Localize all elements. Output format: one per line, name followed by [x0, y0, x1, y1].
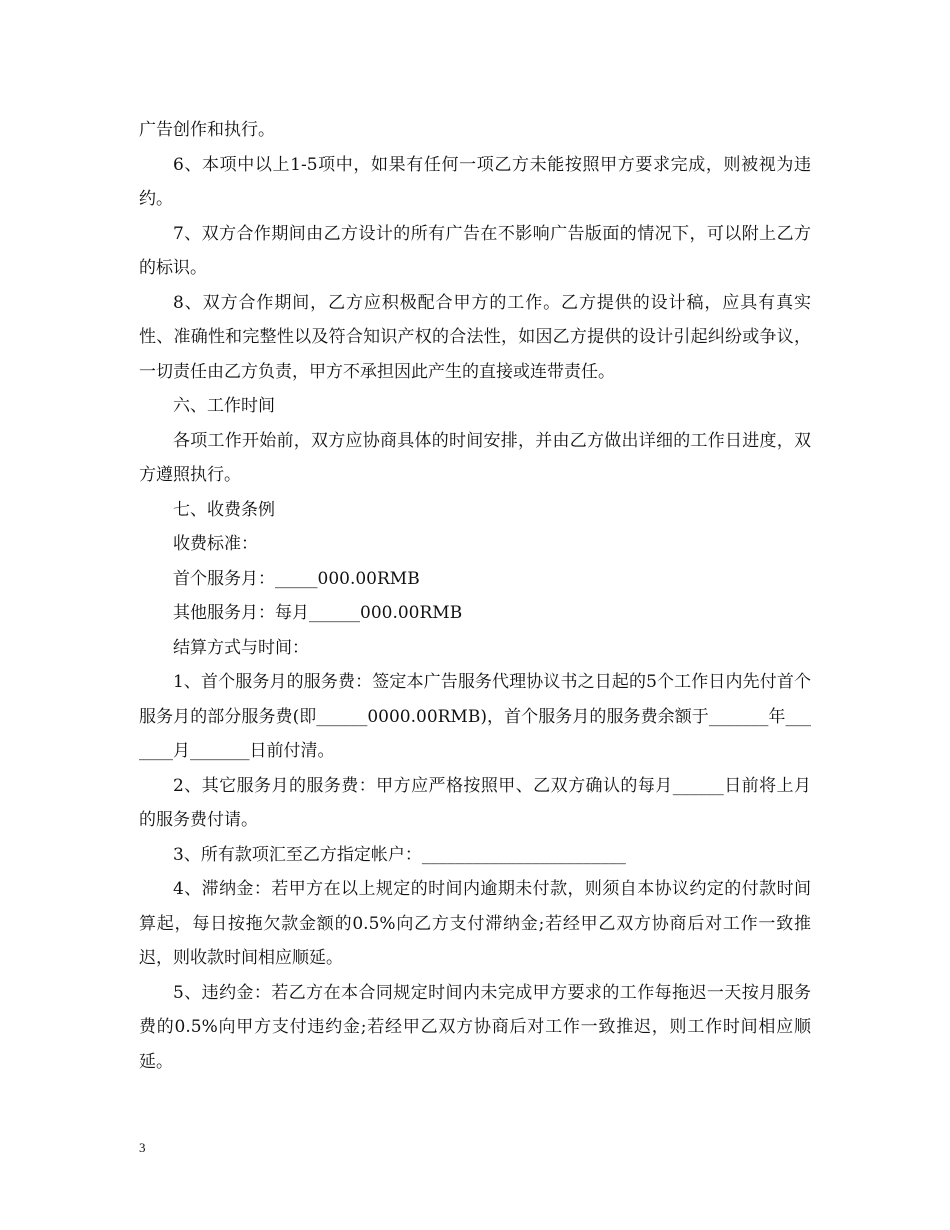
paragraph: 首个服务月：_____000.00RMB	[173, 568, 420, 589]
paragraph: 结算方式与时间：	[173, 637, 309, 658]
paragraph: 8、双方合作期间，乙方应积极配合甲方的工作。乙方提供的设计稿，应具有真实性、准确性和完整性以及符合知识产权的合法性，如因乙方提供的设计引起纠纷或争议，一切责任由乙方负责，甲方不承担因此产生的直接或连带责任。	[139, 292, 811, 382]
paragraph: 6、本项中以上1-5项中，如果有任何一项乙方未能按照甲方要求完成，则被视为违约。	[139, 154, 811, 209]
page-number: 3	[139, 1140, 146, 1155]
paragraph: 1、首个服务月的服务费：签定本广告服务代理协议书之日起的5个工作日内先付首个服务月的部分服务费(即______0000.00RMB)，首个服务月的服务费余额于_______年_______月_______日前付清。	[139, 672, 811, 761]
paragraph: 广告创作和执行。	[139, 120, 275, 140]
paragraph: 7、双方合作期间由乙方设计的所有广告在不影响广告版面的情况下，可以附上乙方的标识。	[139, 223, 811, 278]
section-heading: 六、工作时间	[173, 396, 275, 416]
paragraph: 5、违约金：若乙方在本合同规定时间内未完成甲方要求的工作每拖迟一天按月服务费的0.5%向甲方支付违约金;若经甲乙双方协商后对工作一致推迟，则工作时间相应顺延。	[139, 982, 811, 1072]
paragraph: 各项工作开始前，双方应协商具体的时间安排，并由乙方做出详细的工作日进度，双方遵照执行。	[139, 430, 811, 485]
paragraph: 其他服务月：每月______000.00RMB	[173, 603, 463, 623]
document-body	[139, 113, 811, 1079]
paragraph: 3、所有款项汇至乙方指定帐户：________________________	[173, 844, 626, 865]
paragraph: 2、其它服务月的服务费：甲方应严格按照甲、乙双方确认的每月______日前将上月的服务费付请。	[139, 775, 811, 830]
section-heading: 七、收费条例	[173, 499, 275, 520]
paragraph: 4、滞纳金：若甲方在以上规定的时间内逾期未付款，则须自本协议约定的付款时间算起，每日按拖欠款金额的0.5%向乙方支付滞纳金;若经甲乙双方协商后对工作一致推迟，则收款时间相应顺延。	[139, 879, 811, 968]
paragraph: 收费标准：	[173, 534, 258, 554]
